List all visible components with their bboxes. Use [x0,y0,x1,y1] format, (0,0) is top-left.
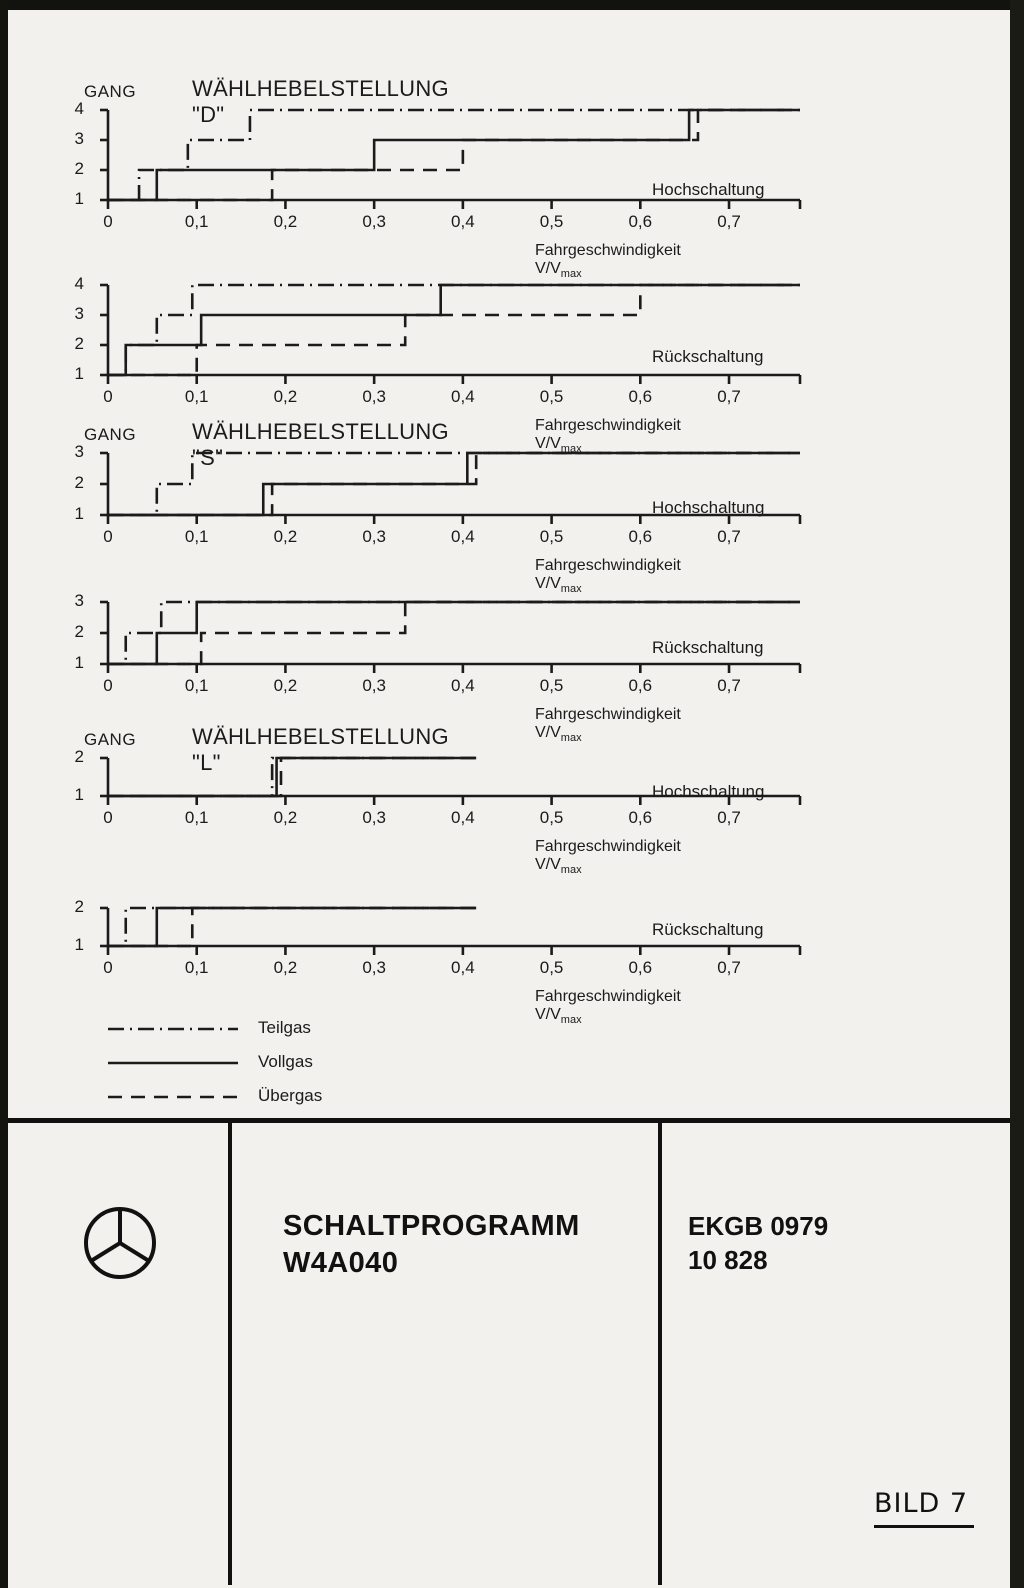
mode-label: Hochschaltung [652,498,765,517]
y-tick-label: 3 [74,129,84,148]
selector-title: WÄHLHEBELSTELLUNG "L" [192,724,449,775]
x-tick-label: 0,2 [273,387,298,406]
selector-title: WÄHLHEBELSTELLUNG "S" [192,419,449,470]
x-tick-label: 0,4 [451,212,475,231]
x-tick-label: 0,1 [184,527,209,546]
x-tick-label: 0 [103,212,113,231]
program-title-line2: W4A040 [283,1247,399,1280]
x-tick-label: 0 [103,676,113,695]
x-tick-label: 0,1 [184,808,209,827]
scan-border-top [0,0,1024,10]
x-tick-label: 0,1 [184,212,209,231]
x-tick-label: 0,6 [628,808,653,827]
selector-title: WÄHLHEBELSTELLUNG "D" [192,76,449,127]
x-axis-label: Fahrgeschwindigkeit $V/V_{max}$ [535,557,681,596]
figure-label-underline [874,1525,974,1528]
legend [108,1012,468,1114]
x-tick-label: 0,2 [273,212,298,231]
x-tick-label: 0,5 [539,808,564,827]
title-block-divider [228,1123,232,1585]
x-tick-label: 0,6 [628,387,653,406]
x-tick-label: 0,4 [451,808,475,827]
legend-item [108,1012,468,1046]
program-title [283,1208,580,1282]
x-tick-label: 0,7 [717,808,741,827]
x-tick-label: 0,2 [273,958,298,977]
mode-label: Rückschaltung [652,347,764,366]
x-tick-label: 0,6 [628,527,653,546]
legend-label: Übergas [258,1086,323,1105]
y-tick-label: 3 [74,304,84,323]
x-tick-label: 0,1 [184,387,209,406]
x-tick-label: 0,1 [184,676,209,695]
x-tick-label: 0 [103,387,113,406]
x-tick-label: 0,5 [539,527,564,546]
y-tick-label: 3 [74,442,84,461]
x-tick-label: 0,4 [451,958,475,977]
x-tick-label: 0,3 [362,527,386,546]
x-tick-label: 0,5 [539,387,564,406]
y-tick-label: 1 [74,785,84,804]
x-tick-label: 0 [103,808,113,827]
x-tick-label: 0,7 [717,958,741,977]
y-tick-label: 3 [74,591,84,610]
title-block [8,1118,1010,1585]
y-tick-label: 1 [74,935,84,954]
x-axis-label: Fahrgeschwindigkeit $V/V_{max}$ [535,988,681,1027]
y-tick-label: 2 [74,159,84,178]
gang-label: GANG [84,82,137,101]
y-tick-label: 2 [74,334,84,353]
x-tick-label: 0,4 [451,676,475,695]
program-title-line1: SCHALTPROGRAMM [283,1210,580,1242]
x-tick-label: 0,3 [362,676,386,695]
legend-label: Vollgas [258,1052,313,1071]
document-code-line2: 10 828 [688,1244,768,1275]
x-tick-label: 0,7 [717,387,741,406]
x-tick-label: 0,7 [717,527,741,546]
y-tick-label: 2 [74,747,84,766]
x-tick-label: 0 [103,527,113,546]
x-tick-label: 0,3 [362,212,386,231]
gang-label: GANG [84,730,137,749]
scan-border-right [1010,0,1024,1588]
x-tick-label: 0,2 [273,676,298,695]
x-tick-label: 0 [103,958,113,977]
x-tick-label: 0,7 [717,676,741,695]
gang-label: GANG [84,425,137,444]
title-block-divider [658,1123,662,1585]
legend-item [108,1080,468,1114]
x-tick-label: 0,6 [628,676,653,695]
mode-label: Hochschaltung [652,782,765,801]
y-tick-label: 1 [74,189,84,208]
x-tick-label: 0,3 [362,808,386,827]
y-tick-label: 1 [74,504,84,523]
y-tick-label: 2 [74,473,84,492]
x-tick-label: 0,2 [273,808,298,827]
x-axis-label: Fahrgeschwindigkeit $V/V_{max}$ [535,417,681,456]
x-tick-label: 0,2 [273,527,298,546]
legend-item [108,1046,468,1080]
mode-label: Hochschaltung [652,180,765,199]
y-tick-label: 2 [74,897,84,916]
x-tick-label: 0,4 [451,527,475,546]
y-tick-label: 2 [74,622,84,641]
document-code [688,1210,828,1278]
mode-label: Rückschaltung [652,638,764,657]
x-tick-label: 0,4 [451,387,475,406]
legend-label: Teilgas [258,1018,311,1037]
x-tick-label: 0,3 [362,958,386,977]
x-tick-label: 0,6 [628,958,653,977]
y-tick-label: 4 [74,274,84,293]
x-tick-label: 0,6 [628,212,653,231]
figure-label: BILD 7 [874,1488,969,1519]
x-tick-label: 0,7 [717,212,741,231]
x-axis-label: Fahrgeschwindigkeit $V/V_{max}$ [535,706,681,745]
x-axis-label: Fahrgeschwindigkeit $V/V_{max}$ [535,838,681,877]
x-tick-label: 0,5 [539,676,564,695]
x-axis-label: Fahrgeschwindigkeit $V/V_{max}$ [535,242,681,281]
mode-label: Rückschaltung [652,920,764,939]
x-tick-label: 0,1 [184,958,209,977]
x-tick-label: 0,5 [539,212,564,231]
chart-stack [0,10,1010,1110]
x-tick-label: 0,5 [539,958,564,977]
y-tick-label: 1 [74,653,84,672]
document-code-line1: EKGB 0979 [688,1211,829,1241]
y-tick-label: 4 [74,99,84,118]
y-tick-label: 1 [74,364,84,383]
x-tick-label: 0,3 [362,387,386,406]
